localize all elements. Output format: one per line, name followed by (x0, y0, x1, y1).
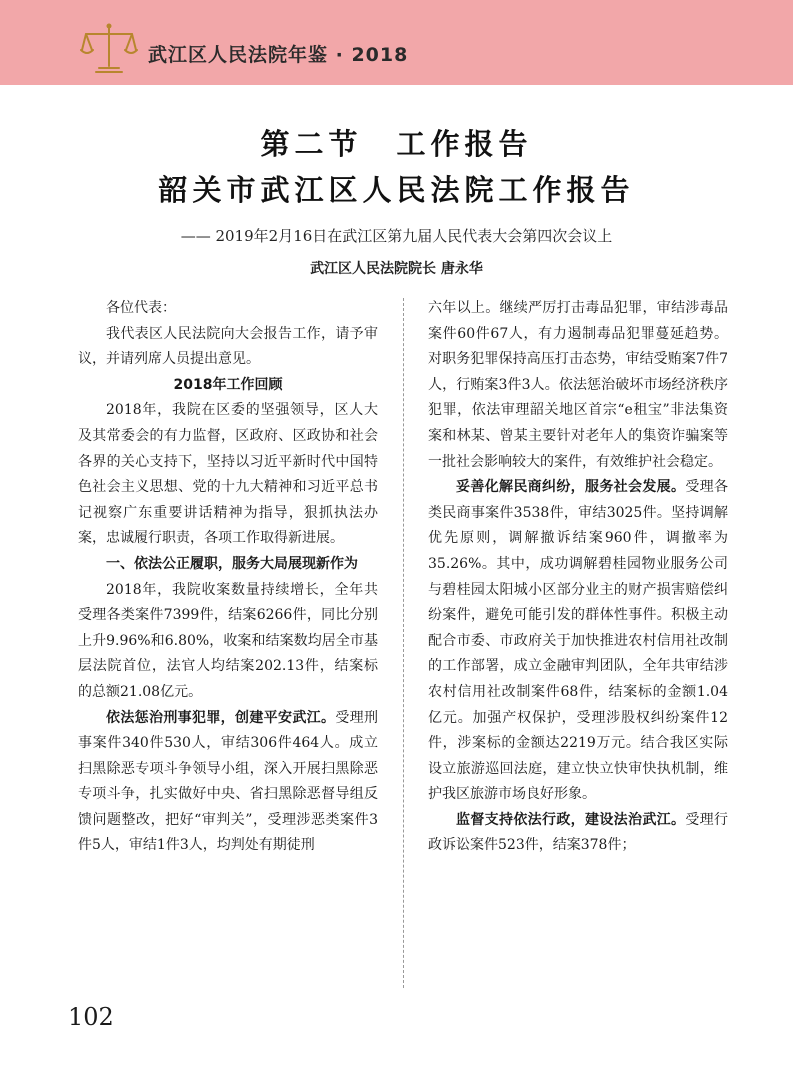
scales-of-justice-icon (80, 22, 138, 74)
section-title: 第二节 工作报告 (260, 127, 533, 161)
caseload-paragraph: 2018年，我院收案数量持续增长，全年共受理各类案件7399件，结案6266件，同比分别上升9.96%和6.80%，收案和结案数均居全市基层法院首位，法官人均结案202.13件，结案标的总额21.08亿元。 (78, 581, 378, 700)
criminal-lead: 依法惩治刑事犯罪，创建平安武江。 (106, 709, 336, 726)
salutation: 各位代表： (106, 300, 176, 316)
overview-paragraph: 2018年，我院在区委的坚强领导，区人大及其常委会的有力监督，区政府、区政协和社会各界的关心支持下，坚持以习近平新时代中国特色社会主义思想、党的十九大精神和习近平总书记视察广东重要讲话精神为指导，狠抓执法办案，忠诚履行职责，各项工作取得新进展。 (78, 402, 378, 547)
running-head: 武江区人民法院年鉴 · 2018 (148, 44, 409, 66)
civil-body: 受理各类民商事案件3538件，审结3025件。坚持调解优先原则，调解撤诉结案960件，调撤率为35.26%。其中，成功调解碧桂园物业服务公司与碧桂园太阳城小区部分业主的财产损害赔偿纠纷案件，避免可能引发的群体性事件。积极主动配合市委、市政府关于加快推进农村信用社改制的工作部署，成立金融审判团队，全年共审结涉农村信用社改制案件68件，结案标的金额1.04亿元。加强产权保护，受理涉股权纠纷案件12件，涉案标的金额达2219万元。结合我区实际设立旅游巡回法庭，建立快立快审快执机制，维护我区旅游市场良好形象。 (428, 479, 729, 803)
admin-body: 受理行政诉讼案件523件，结案378件； (428, 811, 729, 854)
header-band (0, 0, 793, 85)
report-title: 韶关市武江区人民法院工作报告 (158, 173, 635, 207)
section-one-heading: 一、依法公正履职，服务大局展现新作为 (106, 555, 358, 572)
civil-paragraph (428, 475, 728, 808)
civil-lead: 妥善化解民商纠纷，服务社会发展。 (456, 479, 686, 496)
review-heading: 2018年工作回顾 (173, 376, 283, 393)
right-column (428, 296, 728, 859)
admin-lead: 监督支持依法行政，建设法治武江。 (456, 811, 686, 828)
criminal-body: 受理刑事案件340件530人，审结306件464人。成立扫黑除恶专项斗争领导小组，深入开展扫黑除恶专项斗争，扎实做好中央、省扫黑除恶督导组反馈问题整改，把好“审判关”，受理涉恶类案件3件5人，审结1件3人，均判处有期徒刑 (78, 709, 379, 854)
column-divider (403, 298, 404, 988)
left-column (78, 296, 378, 859)
admin-paragraph (428, 808, 728, 859)
report-subtitle: —— 2019年2月16日在武江区第九届人民代表大会第四次会议上 (180, 227, 613, 245)
intro-paragraph: 我代表区人民法院向大会报告工作，请予审议，并请列席人员提出意见。 (78, 325, 378, 368)
continued-paragraph: 六年以上。继续严厉打击毒品犯罪，审结涉毒品案件60件67人，有力遏制毒品犯罪蔓延趋势。对职务犯罪保持高压打击态势，审结受贿案7件7人，行贿案3件3人。依法惩治破坏市场经济秩序犯罪，依法审理韶关地区首宗“e租宝”非法集资案和林某、曾某主要针对老年人的集资诈骗案等一批社会影响较大的案件，有效维护社会稳定。 (428, 300, 728, 470)
page-number: 102 (68, 1003, 114, 1031)
criminal-paragraph (78, 706, 378, 860)
speaker-line: 武江区人民法院院长 唐永华 (310, 261, 483, 277)
